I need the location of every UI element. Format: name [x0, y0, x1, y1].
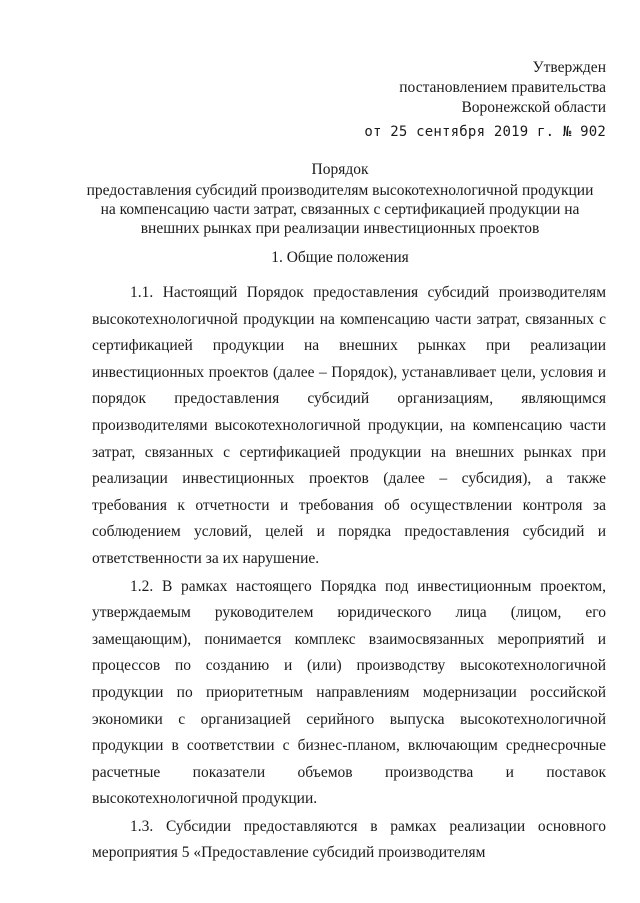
section-heading: 1. Общие положения — [271, 249, 409, 266]
document-title: Порядок — [311, 161, 369, 178]
approval-stamp — [364, 58, 606, 142]
approval-line-date-number: от 25 сентября 2019 г. № 902 — [364, 124, 606, 140]
paragraph-1-2: 1.2. В рамках настоящего Порядка под инвестиционным проектом, утверждаемым руководителем юридического лица (лицом, его замещающим), понимается комплекс взаимосвязанных мероприятий и процессов по созданию и (или) производству высокотехнологичной продукции по приоритетным направлениям модернизации российской экономики с организацией серийного выпуска высокотехнологичной продукции в соответствии с бизнес-планом, включающим среднесрочные расчетные показатели объемов производства и поставок высокотехнологичной продукции. — [92, 577, 606, 808]
paragraph-1-1: 1.1. Настоящий Порядок предоставления субсидий производителям высокотехнологичной продукции на компенсацию части затрат, связанных с сертификацией продукции на внешних рынках при реализации инвестиционных проектов (далее – Порядок), устанавливает цели, условия и порядок предоставления субсидий организациям, являющимся производителями высокотехнологичной продукции, на компенсацию части затрат, связанных с сертификацией продукции на внешних рынках при реализации инвестиционных проектов (далее – субсидия), а также требования к отчетности и требования об осуществлении контроля за соблюдением условий, целей и порядка предоставления субсидий и ответственности за их нарушение. — [92, 284, 606, 567]
document-body — [92, 280, 606, 867]
document-subtitle: предоставления субсидий производителям высокотехнологичной продукции на компенсацию части затрат, связанных с сертификацией продукции на внешних рынках при реализации инвестиционных проектов — [86, 182, 594, 237]
approval-line-approved: Утвержден — [532, 59, 606, 76]
approval-line-region: Воронежской области — [461, 99, 606, 116]
paragraph-1-3: 1.3. Субсидии предоставляются в рамках реализации основного мероприятия 5 «Предоставление субсидий производителям — [92, 817, 606, 862]
document-title-block — [80, 160, 600, 238]
approval-line-decree: постановлением правительства — [399, 79, 606, 96]
